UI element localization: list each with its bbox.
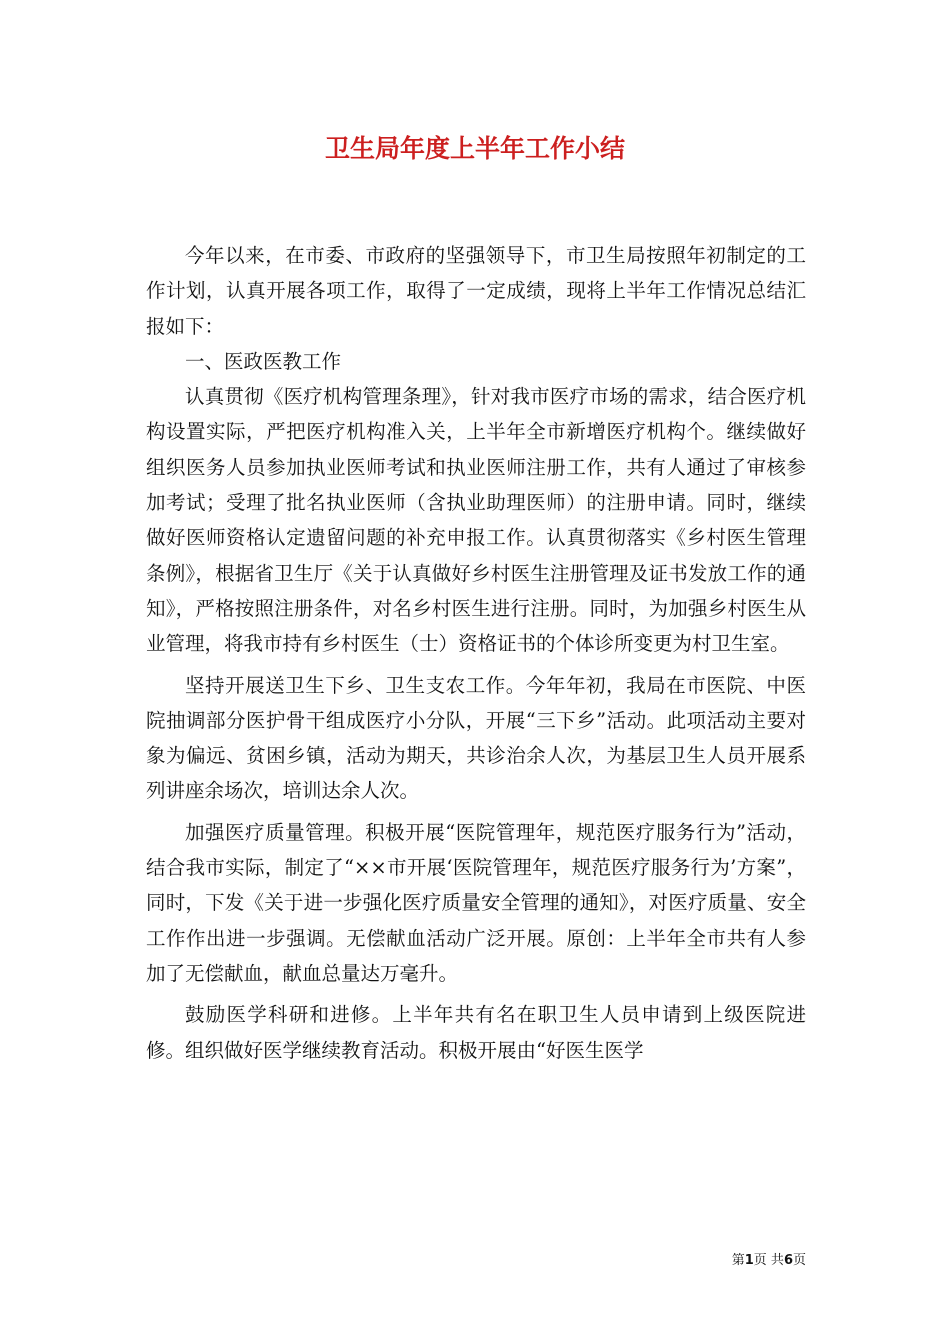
- document-body: [146, 238, 806, 1068]
- paragraph-quality-management: 加强医疗质量管理。积极开展“医院管理年，规范医疗服务行为”活动，结合我市实际，制定了“××市开展‘医院管理年，规范医疗服务行为’方案”，同时，下发《关于进一步强化医疗质量安全管理的通知》，对医疗质量、安全工作作出进一步强调。无偿献血活动广泛开展。原创：上半年全市共有人参加了无偿献血，献血总量达万毫升。: [146, 820, 806, 985]
- page-number-footer: [732, 1249, 806, 1268]
- footer-total-pages: 6: [783, 1253, 793, 1268]
- paragraph-medical-admin: 认真贯彻《医疗机构管理条理》，针对我市医疗市场的需求，结合医疗机构设置实际，严把医疗机构准入关，上半年全市新增医疗机构个。继续做好组织医务人员参加执业医师考试和执业医师注册工作，共有人通过了审核参加考试；受理了批名执业医师（含执业助理医师）的注册申请。同时，继续做好医师资格认定遗留问题的补充申报工作。认真贯彻落实《乡村医生管理条例》，根据省卫生厅《关于认真做好乡村医生注册管理及证书发放工作的通知》，严格按照注册条件，对名乡村医生进行注册。同时，为加强乡村医生从业管理，将我市持有乡村医生（士）资格证书的个体诊所变更为村卫生室。: [146, 385, 806, 656]
- footer-suffix: 页: [792, 1253, 806, 1268]
- footer-prefix: 第: [731, 1253, 745, 1268]
- paragraph-research-training: 鼓励医学科研和进修。上半年共有名在职卫生人员申请到上级医院进修。组织做好医学继续教育活动。积极开展由“好医生医学: [146, 1003, 806, 1062]
- footer-middle: 页 共: [753, 1253, 784, 1268]
- footer-current-page: 1: [744, 1253, 754, 1268]
- document-title: 卫生局年度上半年工作小结: [324, 134, 625, 163]
- section-heading: 一、医政医教工作: [185, 349, 342, 373]
- paragraph-rural-health: 坚持开展送卫生下乡、卫生支农工作。今年年初，我局在市医院、中医院抽调部分医护骨干组成医疗小分队，开展“三下乡”活动。此项活动主要对象为偏远、贫困乡镇，活动为期天，共诊治余人次，为基层卫生人员开展系列讲座余场次，培训达余人次。: [146, 673, 806, 803]
- paragraph-intro: 今年以来，在市委、市政府的坚强领导下，市卫生局按照年初制定的工作计划，认真开展各项工作，取得了一定成绩，现将上半年工作情况总结汇报如下：: [146, 244, 806, 338]
